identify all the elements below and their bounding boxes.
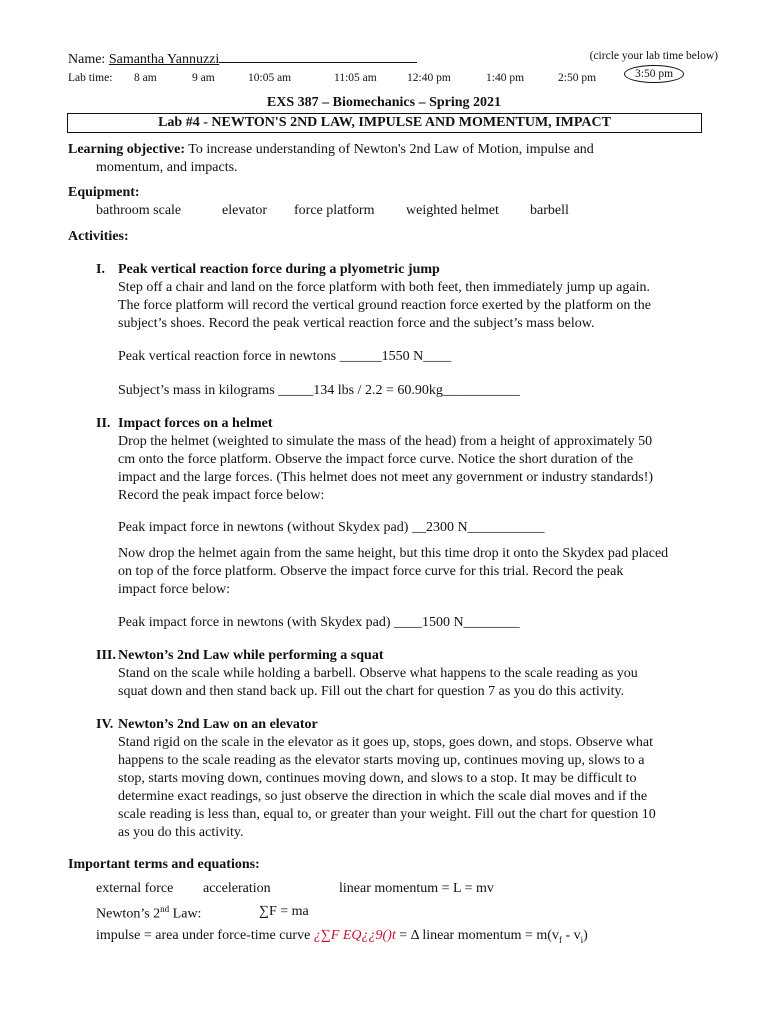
impulse-prefix: impulse = area under force-time curve — [96, 928, 314, 943]
section-title: Impact forces on a helmet — [118, 416, 273, 431]
term-item: linear momentum = L = mv — [339, 881, 494, 896]
minus-v: - v — [561, 928, 581, 943]
section-line: squat down and then stand back up. Fill out the chart for question 7 as you do this activity. — [118, 684, 625, 699]
fill-in-impact-without-pad — [118, 520, 545, 536]
lab-time-option[interactable]: 2:50 pm — [558, 72, 597, 84]
close-paren: ) — [583, 928, 588, 943]
impulse-suffix: = Δ linear momentum = m(v — [395, 928, 559, 943]
lab-title-box: Lab #4 - NEWTON'S 2ND LAW, IMPULSE AND MOMENTUM, IMPACT — [67, 113, 702, 133]
lab-time-option[interactable]: 9 am — [192, 72, 215, 84]
vf-sub: f — [558, 934, 562, 945]
section-line: Now drop the helmet again from the same height, but this time drop it onto the Skydex pad placed — [118, 546, 669, 561]
section-line: determine exact readings, so just observe the direction in which the scale dial moves and if the — [118, 789, 648, 804]
fill-in-peak-vertical-force — [118, 349, 451, 365]
course-title: EXS 387 – Biomechanics – Spring 2021 — [266, 95, 502, 110]
activities-label: Activities: — [68, 229, 129, 244]
section-line: scale reading is less than, equal to, or greater than your weight. Fill out the chart for question 10 — [118, 807, 656, 822]
equipment-item: elevator — [222, 203, 268, 218]
impulse-formula-glyphs: ¿∑F EQ¿¿9()t — [313, 928, 396, 943]
lab-time-option[interactable]: 10:05 am — [248, 72, 292, 84]
section-line: Step off a chair and land on the force platform with both feet, then immediately jump up again. — [118, 280, 650, 295]
objective-line-1 — [68, 142, 594, 158]
name-value: Samantha Yannuzzi — [108, 52, 220, 67]
section-line: The force platform will record the vertical ground reaction force exerted by the platform on the — [118, 298, 651, 313]
section-line: cm onto the force platform. Observe the impact force curve. Notice the short duration of the — [118, 452, 634, 467]
equipment-item: bathroom scale — [96, 203, 182, 218]
section-numeral: III. — [96, 648, 116, 663]
vi-sub: i — [580, 934, 584, 945]
equipment-item: force platform — [294, 203, 375, 218]
fill-answer[interactable]: __2300 N___________ — [411, 520, 545, 535]
fill-in-impact-with-pad — [118, 615, 520, 631]
lab-time-option[interactable]: 12:40 pm — [407, 72, 451, 84]
lab-time-option-selected[interactable] — [624, 68, 684, 80]
terms-label: Important terms and equations: — [68, 857, 260, 872]
fill-answer[interactable]: ______1550 N____ — [339, 349, 452, 364]
fill-prompt: Peak impact force in newtons (without Skydex pad) — [118, 520, 412, 535]
name-label: Name: — [68, 52, 106, 67]
section-numeral: II. — [96, 416, 111, 431]
fill-in-subject-mass — [118, 383, 520, 399]
section-title: Peak vertical reaction force during a plyometric jump — [118, 262, 440, 277]
equipment-item: weighted helmet — [406, 203, 499, 218]
section-line: Stand on the scale while holding a barbell. Observe what happens to the scale reading as you — [118, 666, 638, 681]
objective-text-1: To increase understanding of Newton's 2nd Law of Motion, impulse and — [188, 142, 594, 157]
objective-label: Learning objective: — [68, 142, 186, 157]
term-item: external force — [96, 881, 174, 896]
name-underline — [219, 48, 417, 63]
selected-lab-time-circle: 3:50 pm — [624, 65, 684, 83]
fill-answer[interactable]: ____1500 N________ — [394, 615, 520, 630]
section-line: impact and the large forces. (This helmet does not meet any government or industry standards!) — [118, 470, 654, 485]
newton-sup: nd — [160, 904, 170, 914]
newton-equation: ∑F = ma — [259, 904, 309, 919]
objective-text-2: momentum, and impacts. — [96, 160, 238, 175]
fill-prompt: Peak vertical reaction force in newtons — [118, 349, 340, 364]
section-line: stop, starts moving down, continues moving down, and slows to a stop. It may be difficult to — [118, 771, 637, 786]
equipment-item: barbell — [530, 203, 569, 218]
lab-time-label: Lab time: — [68, 72, 113, 84]
name-row — [68, 48, 417, 68]
newton-suffix: Law: — [169, 906, 202, 922]
section-line: impact force below: — [118, 582, 230, 597]
fill-prompt: Subject’s mass in kilograms — [118, 383, 279, 398]
section-line: Stand rigid on the scale in the elevator as it goes up, stops, goes down, and stops. Observe what — [118, 735, 654, 750]
section-line: Record the peak impact force below: — [118, 488, 325, 503]
section-line: as you do this activity. — [118, 825, 244, 840]
fill-answer[interactable]: _____134 lbs / 2.2 = 60.90kg___________ — [278, 383, 520, 398]
equipment-label: Equipment: — [68, 185, 140, 200]
newton-law-term — [96, 904, 201, 923]
lab-time-option[interactable]: 1:40 pm — [486, 72, 525, 84]
newton-prefix: Newton’s 2 — [96, 906, 161, 922]
section-numeral: I. — [96, 262, 105, 277]
lab-time-option[interactable]: 11:05 am — [334, 72, 377, 84]
section-line: on top of the force platform. Observe the impact force curve for this trial. Record the peak — [118, 564, 624, 579]
section-title: Newton’s 2nd Law on an elevator — [118, 717, 318, 732]
section-numeral: IV. — [96, 717, 114, 732]
impulse-equation — [96, 928, 588, 945]
circle-note: (circle your lab time below) — [589, 50, 718, 62]
term-item: acceleration — [203, 881, 271, 896]
fill-prompt: Peak impact force in newtons (with Skydex pad) — [118, 615, 395, 630]
section-title: Newton’s 2nd Law while performing a squat — [118, 648, 384, 663]
section-line: happens to the scale reading as the elevator starts moving up, continues moving up, slows to a — [118, 753, 645, 768]
lab-time-option[interactable]: 8 am — [134, 72, 157, 84]
section-line: Drop the helmet (weighted to simulate the mass of the head) from a height of approximately 50 — [118, 434, 653, 449]
section-line: subject’s shoes. Record the peak vertical reaction force and the subject’s mass below. — [118, 316, 595, 331]
